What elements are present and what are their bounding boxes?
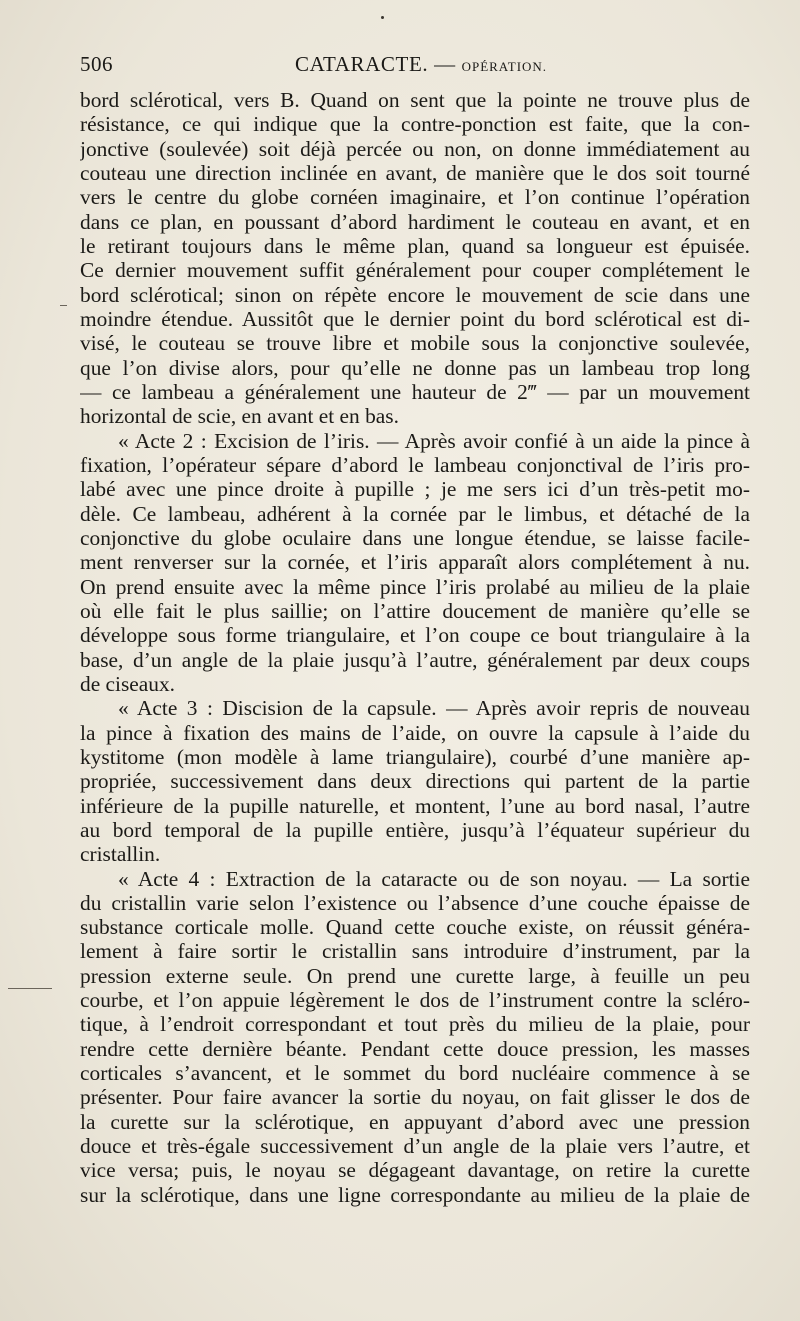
text-line: courbe, et l’on appuie légèrement le dos de l’instrument contre la scléro- — [80, 988, 750, 1013]
text-line: « Acte 2 : Excision de l’iris. — Après avoir confié à un aide la pince à — [118, 428, 750, 453]
text-line: bord sclérotical; sinon on répète encore le mouvement de scie dans une — [80, 282, 750, 307]
text-line: vice versa; puis, le noyau se dégageant davantage, on retire la curette — [80, 1158, 750, 1183]
text-line: — ce lambeau a généralement une hauteur de 2‴ — par un mouvement — [80, 379, 750, 404]
text-line: base, d’un angle de la plaie jusqu’à l’autre, généralement par deux coups — [80, 647, 750, 672]
margin-mark — [60, 305, 67, 306]
text-line: tique, à l’endroit correspondant et tout près du milieu de la plaie, pour — [80, 1012, 750, 1037]
text-line: horizontal de scie, en avant et en bas. — [80, 404, 399, 429]
text-line: du cristallin varie selon l’existence ou l’absence d’une couche épaisse de — [80, 890, 750, 915]
text-line: où elle fait le plus saillie; on l’attire doucement de manière qu’elle se — [80, 598, 750, 623]
page-number: 506 — [80, 52, 113, 76]
text-line: couteau une direction inclinée en avant, de manière que le dos soit tourné — [80, 160, 750, 185]
running-head-separator: — — [434, 52, 456, 76]
text-line: moindre étendue. Aussitôt que le dernier point du bord sclérotical est di- — [80, 306, 750, 331]
text-line: « Acte 4 : Extraction de la cataracte ou de son noyau. — La sortie — [118, 866, 750, 891]
text-line: Ce dernier mouvement suffit généralement pour couper complétement le — [80, 258, 750, 283]
text-line: dans ce plan, en poussant d’abord hardiment le couteau en avant, et en — [80, 209, 750, 234]
text-line: dèle. Ce lambeau, adhérent à la cornée par le limbus, et détaché de la — [80, 501, 750, 526]
text-line: inférieure de la pupille naturelle, et montent, l’une au bord nasal, l’autre — [80, 793, 750, 818]
text-line: jonctive (soulevée) soit déjà percée ou non, on donne immédiatement au — [80, 136, 750, 161]
text-line: sur la sclérotique, dans une ligne correspondante au milieu de la plaie de — [80, 1182, 750, 1207]
running-head — [295, 52, 547, 77]
text-line: développe sous forme triangulaire, et l’on coupe ce bout triangulaire à la — [80, 623, 750, 648]
text-line: que l’on divise alors, pour qu’elle ne donne pas un lambeau trop long — [80, 355, 750, 380]
text-line: propriée, successivement dans deux directions qui partent de la partie — [80, 769, 750, 794]
text-line: de ciseaux. — [80, 671, 176, 696]
text-line: ment renverser sur la cornée, et l’iris apparaît alors complétement à nu. — [80, 550, 750, 575]
printer-dot — [381, 16, 384, 19]
text-line: cristallin. — [80, 842, 161, 867]
text-line: labé avec une pince droite à pupille ; je me sers ici d’un très-petit mo- — [80, 477, 750, 502]
text-line: bord sclérotical, vers B. Quand on sent que la pointe ne trouve plus de — [80, 88, 750, 112]
text-line: la curette sur la sclérotique, en appuyant d’abord avec une pression — [80, 1109, 750, 1134]
text-line: On prend ensuite avec la même pince l’iris prolabé au milieu de la plaie — [80, 574, 750, 599]
text-line: douce et très-égale successivement d’un angle de la plaie vers l’autre, et — [80, 1134, 750, 1159]
body-text — [80, 88, 750, 1207]
text-line: présenter. Pour faire avancer la sortie du noyau, on fait glisser le dos de — [80, 1085, 750, 1110]
running-head-title: CATARACTE. — [295, 52, 429, 76]
text-line: vers le centre du globe cornéen imaginaire, et l’on continue l’opération — [80, 185, 750, 210]
text-line: corticales s’avancent, et le sommet du bord nucléaire commence à se — [80, 1061, 750, 1086]
text-line: kystitome (mon modèle à lame triangulaire), courbé d’une manière ap- — [80, 744, 750, 769]
text-line: rendre cette dernière béante. Pendant cette douce pression, les masses — [80, 1036, 750, 1061]
running-head-subtitle: OPÉRATION. — [461, 59, 548, 74]
text-line: lement à faire sortir le cristallin sans introduire d’instrument, par la — [80, 939, 750, 964]
text-line: pression externe seule. On prend une curette large, à feuille un peu — [80, 963, 750, 988]
text-line: conjonctive du globe oculaire dans une longue étendue, se laisse facile- — [80, 525, 750, 550]
margin-mark — [8, 988, 52, 989]
text-line: résistance, ce qui indique que la contre-ponction est faite, que la con- — [80, 112, 750, 137]
text-line: « Acte 3 : Discision de la capsule. — Après avoir repris de nouveau — [118, 696, 750, 721]
text-line: visé, le couteau se trouve libre et mobile sous la conjonctive soulevée, — [80, 331, 750, 356]
text-line: la pince à fixation des mains de l’aide, on ouvre la capsule à l’aide du — [80, 720, 750, 745]
text-line: le retirant toujours dans le même plan, quand sa longueur est épuisée. — [80, 233, 750, 258]
page-header — [80, 50, 750, 82]
text-line: au bord temporal de la pupille entière, jusqu’à l’équateur supérieur du — [80, 817, 750, 842]
text-line: substance corticale molle. Quand cette couche existe, on réussit généra- — [80, 915, 750, 940]
text-line: fixation, l’opérateur sépare d’abord le lambeau conjonctival de l’iris pro- — [80, 452, 750, 477]
